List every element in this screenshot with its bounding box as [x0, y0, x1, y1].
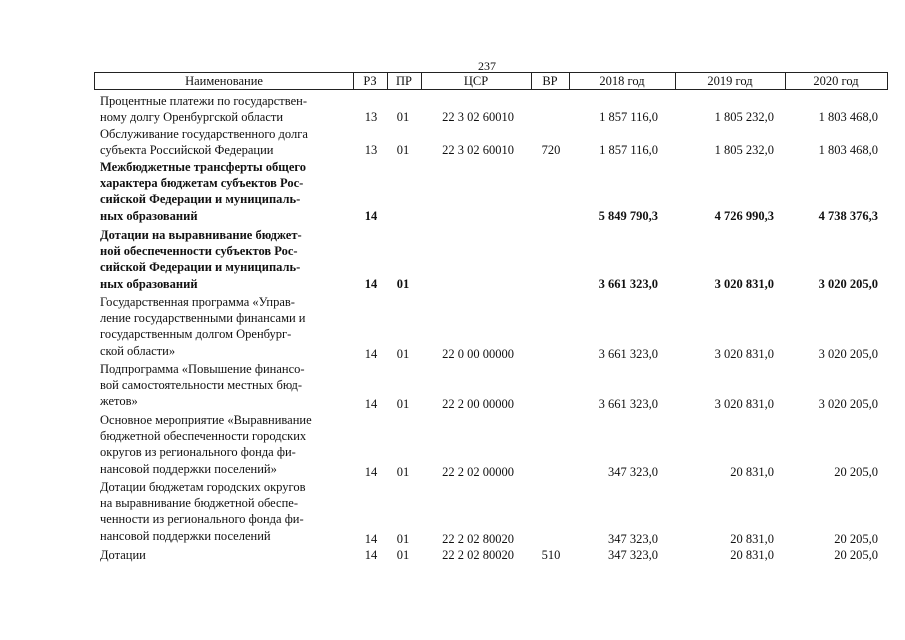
row-2018: 347 323,0 — [608, 548, 658, 562]
row-pr: 01 — [396, 110, 410, 124]
row-2018: 347 323,0 — [608, 465, 658, 479]
row-pr: 01 — [396, 347, 410, 361]
row-2019: 3 020 831,0 — [714, 347, 774, 361]
row-name: Процентные платежи по государствен- ному долгу Оренбургской области — [100, 94, 307, 125]
row-rz: 13 — [364, 110, 378, 124]
row-rz: 13 — [364, 143, 378, 157]
row-pr: 01 — [396, 548, 410, 562]
row-2018: 1 857 116,0 — [599, 110, 658, 124]
row-2019: 20 831,0 — [730, 532, 774, 546]
row-rz: 14 — [364, 277, 378, 291]
row-rz: 14 — [364, 209, 378, 223]
row-rz: 14 — [364, 347, 378, 361]
row-pr: 01 — [396, 397, 410, 411]
column-header-pr: ПР — [396, 74, 412, 88]
row-2018: 3 661 323,0 — [598, 347, 658, 361]
row-2020: 3 020 205,0 — [818, 347, 878, 361]
row-2020: 20 205,0 — [834, 548, 878, 562]
row-rz: 14 — [364, 397, 378, 411]
row-csr: 22 2 02 00000 — [442, 465, 514, 479]
page-number: 237 — [478, 59, 496, 73]
row-2020: 1 803 468,0 — [818, 110, 878, 124]
table-row — [0, 227, 905, 293]
row-2020: 1 803 468,0 — [818, 143, 878, 157]
row-csr: 22 3 02 60010 — [442, 110, 514, 124]
table-row — [0, 547, 905, 564]
column-header-2019: 2019 год — [707, 74, 753, 88]
row-2019: 1 805 232,0 — [714, 143, 774, 157]
row-csr: 22 2 02 80020 — [442, 548, 514, 562]
row-2018: 3 661 323,0 — [598, 277, 658, 291]
column-header-rz: РЗ — [363, 74, 377, 88]
row-pr: 01 — [396, 143, 410, 157]
table-row — [0, 93, 905, 126]
table-row — [0, 126, 905, 159]
row-2020: 4 738 376,3 — [818, 209, 878, 223]
table-row — [0, 159, 905, 225]
row-csr: 22 0 00 00000 — [442, 347, 514, 361]
row-name: Государственная программа «Управ- ление государственными финансами и государственным долгом Оренбург- ской области» — [100, 295, 306, 358]
column-header-2020: 2020 год — [813, 74, 859, 88]
row-name: Межбюджетные трансферты общего характера бюджетам субъектов Рос- сийской Федерации и муниципаль- ных образований — [100, 160, 307, 223]
row-name: Основное мероприятие «Выравнивание бюджетной обеспеченности городских округов из регионального фонда фи- нансовой поддержки поселений» — [100, 413, 312, 476]
row-csr: 22 2 00 00000 — [442, 397, 514, 411]
row-csr: 22 3 02 60010 — [442, 143, 514, 157]
row-vr: 510 — [541, 548, 561, 562]
row-csr: 22 2 02 80020 — [442, 532, 514, 546]
row-2019: 3 020 831,0 — [714, 397, 774, 411]
row-2019: 20 831,0 — [730, 548, 774, 562]
row-2020: 20 205,0 — [834, 532, 878, 546]
table-header — [94, 72, 888, 90]
row-2018: 3 661 323,0 — [598, 397, 658, 411]
row-vr: 720 — [541, 143, 561, 157]
row-2018: 347 323,0 — [608, 532, 658, 546]
row-name: Обслуживание государственного долга субъекта Российской Федерации — [100, 127, 308, 158]
row-2020: 20 205,0 — [834, 465, 878, 479]
column-header-csr: ЦСР — [463, 74, 489, 88]
row-2019: 1 805 232,0 — [714, 110, 774, 124]
table-row — [0, 479, 905, 545]
column-header-vr: ВР — [542, 74, 558, 88]
column-header-name: Наименование — [185, 74, 263, 88]
row-2020: 3 020 205,0 — [818, 277, 878, 291]
table-row — [0, 361, 905, 411]
table-row — [0, 294, 905, 360]
row-name: Дотации — [100, 548, 146, 562]
row-name: Дотации бюджетам городских округов на выравнивание бюджетной обеспе- ченности из регионального фонда фи- нансовой поддержки поселений — [100, 480, 306, 543]
row-2019: 20 831,0 — [730, 465, 774, 479]
row-pr: 01 — [396, 277, 410, 291]
row-name: Подпрограмма «Повышение финансо- вой самостоятельности местных бюд- жетов» — [100, 362, 305, 409]
row-2019: 3 020 831,0 — [714, 277, 774, 291]
row-name: Дотации на выравнивание бюджет- ной обеспеченности субъектов Рос- сийской Федерации и муниципаль- ных образований — [100, 228, 302, 291]
column-header-2018: 2018 год — [599, 74, 645, 88]
row-2020: 3 020 205,0 — [818, 397, 878, 411]
row-2018: 5 849 790,3 — [598, 209, 658, 223]
row-rz: 14 — [364, 548, 378, 562]
row-pr: 01 — [396, 532, 410, 546]
table-row — [0, 412, 905, 478]
row-rz: 14 — [364, 465, 378, 479]
row-rz: 14 — [364, 532, 378, 546]
row-pr: 01 — [396, 465, 410, 479]
row-2019: 4 726 990,3 — [714, 209, 774, 223]
row-2018: 1 857 116,0 — [599, 143, 658, 157]
